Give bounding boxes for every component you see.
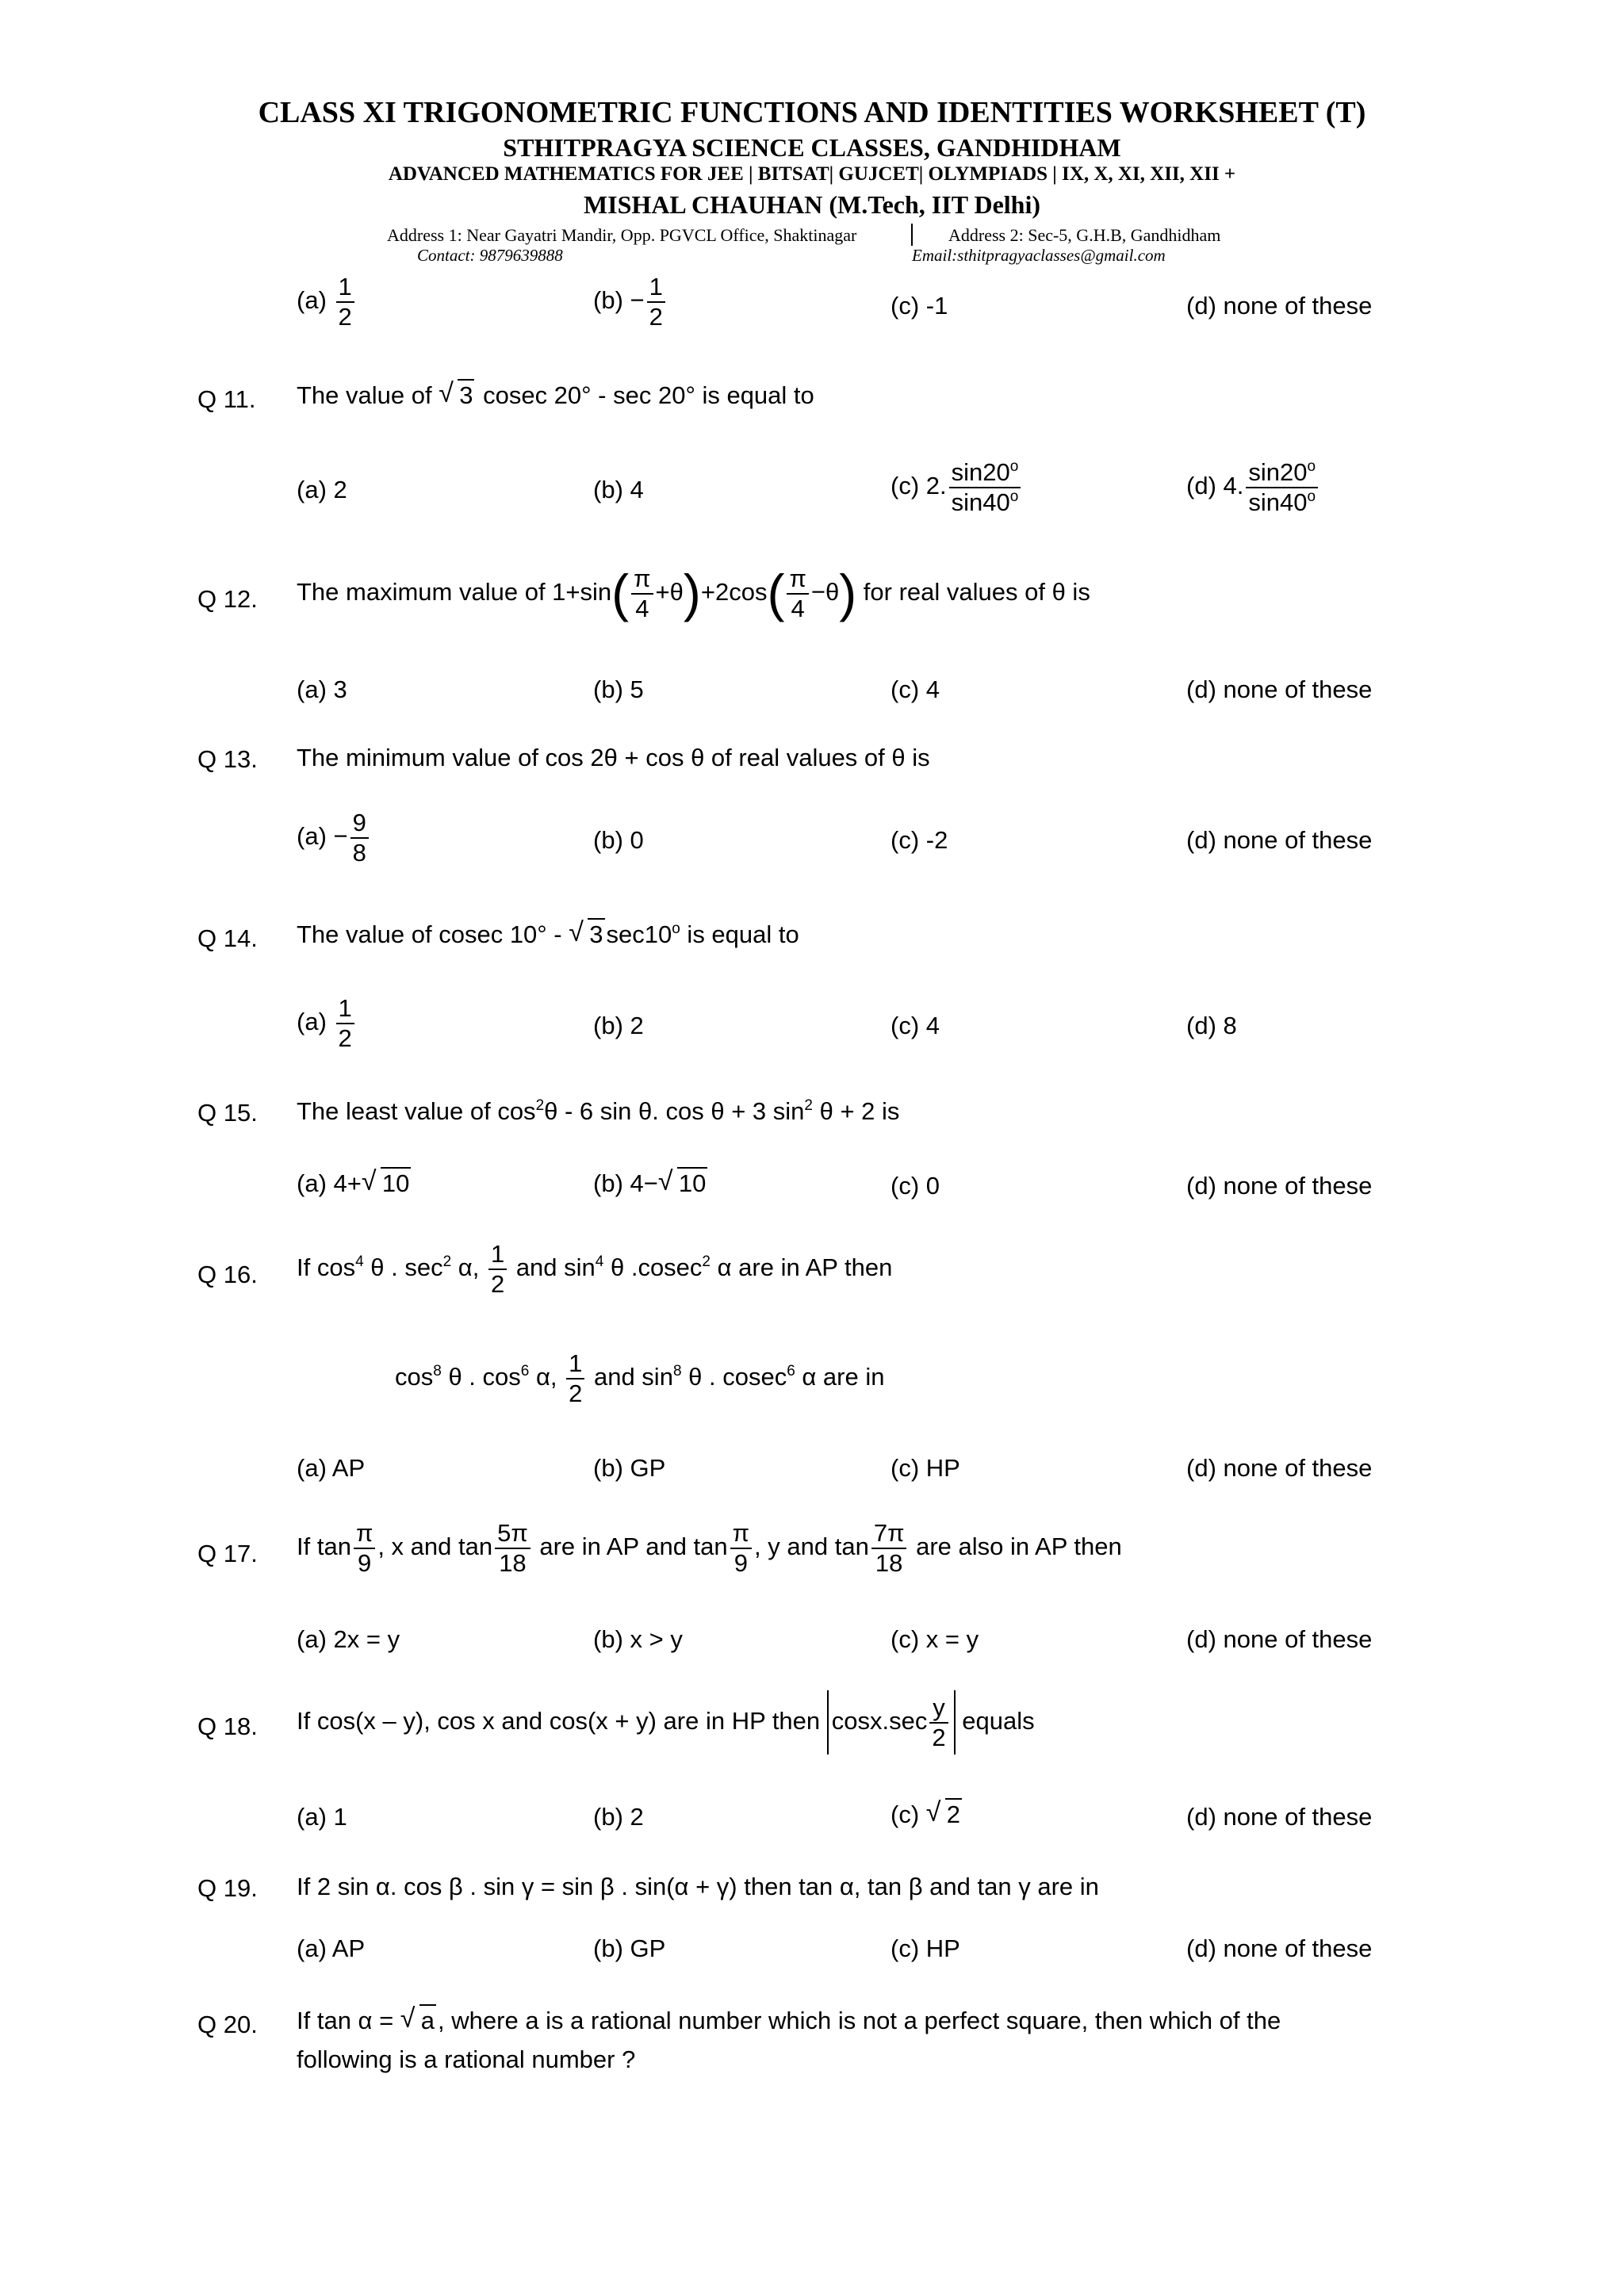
option-a: (a) − $\frac{9}{8}$ bbox=[297, 809, 371, 867]
option-b: (b) GP bbox=[593, 1934, 666, 1962]
question-number: Q 13. bbox=[197, 745, 258, 773]
option-c: (c) 2. $\frac{\sin 20^o}{\sin 40^o}$ bbox=[891, 458, 1023, 516]
email-address: Email:sthitpragyaclasses@gmail.com bbox=[912, 246, 1166, 265]
option-d: (d) none of these bbox=[1186, 1934, 1373, 1962]
question-number: Q 11. bbox=[197, 385, 256, 413]
option-d: (d) none of these bbox=[1186, 675, 1373, 703]
option-b: (b) x > y bbox=[593, 1625, 683, 1653]
question-text: If tan $\frac{\pi}{9}$ , x and tan $\frac{5\pi}{18}$ are in AP and tan $\frac{\pi}{9}$ , y and tan $\frac{7\pi}{18}$ are also in AP then bbox=[297, 1519, 1122, 1577]
option-a: (a) 3 bbox=[297, 675, 347, 703]
option-d: (d) 8 bbox=[1186, 1012, 1237, 1039]
contact-number: Contact: 9879639888 bbox=[417, 246, 563, 265]
option-b: (b) GP bbox=[593, 1454, 666, 1482]
teacher-name: MISHAL CHAUHAN (M.Tech, IIT Delhi) bbox=[583, 190, 1041, 219]
option-d: (d) none of these bbox=[1186, 1172, 1373, 1200]
option-c: (c) √ 2 bbox=[891, 1797, 961, 1828]
question-text-line2: following is a rational number ? bbox=[297, 2045, 636, 2073]
worksheet-title: CLASS XI TRIGONOMETRIC FUNCTIONS AND IDENTITIES WORKSHEET (T) bbox=[258, 96, 1366, 129]
tagline: ADVANCED MATHEMATICS FOR JEE | BITSAT| GUJCET| OLYMPIADS | IX, X, XI, XII, XII + bbox=[388, 163, 1236, 185]
question-number: Q 20. bbox=[197, 2011, 258, 2038]
option-a: (a) 2 bbox=[297, 476, 347, 503]
option-c: (c) 0 bbox=[891, 1172, 940, 1200]
question-number: Q 17. bbox=[197, 1540, 258, 1567]
option-b: (b) 2 bbox=[593, 1803, 644, 1831]
address-2: Address 2: Sec-5, G.H.B, Gandhidham bbox=[948, 225, 1221, 245]
address-1: Address 1: Near Gayatri Mandir, Opp. PGVCL Office, Shaktinagar bbox=[387, 225, 857, 245]
prev-option-d: (d) none of these bbox=[1186, 292, 1373, 320]
option-a: (a) $\frac{1}{2}$ bbox=[297, 994, 357, 1052]
question-text: The maximum value of 1+sin( $\frac{\pi}{4}$ +θ)+2cos( $\frac{\pi}{4}$ −θ) for real values of θ is bbox=[297, 563, 1090, 622]
option-d: (d) 4. $\frac{\sin 20^o}{\sin 40^o}$ bbox=[1186, 458, 1320, 516]
prev-option-b: (b) − $\frac{1}{2}$ bbox=[593, 273, 668, 331]
option-a: (a) 4+ √ 10 bbox=[297, 1166, 410, 1197]
prev-option-c: (c) -1 bbox=[891, 292, 948, 320]
question-text-line2: $\cos^8 \theta$ . $\cos^6 \alpha$, $\frac{1}{2}$ and $\sin^8 \theta$ . cosec$^6$ α are in bbox=[395, 1349, 885, 1407]
option-a: (a) AP bbox=[297, 1934, 366, 1962]
option-a: (a) AP bbox=[297, 1454, 366, 1482]
option-c: (c) HP bbox=[891, 1934, 960, 1962]
question-text: The value of cosec 10° - √ 3 sec10$^o$ is equal to bbox=[297, 917, 799, 948]
option-c: (c) 4 bbox=[891, 1012, 940, 1039]
address-divider bbox=[911, 224, 913, 246]
question-number: Q 19. bbox=[197, 1874, 258, 1902]
institute-name: STHITPRAGYA SCIENCE CLASSES, GANDHIDHAM bbox=[503, 133, 1121, 162]
option-a: (a) 2x = y bbox=[297, 1625, 400, 1653]
question-text: The minimum value of cos 2θ + cos θ of real values of θ is bbox=[297, 744, 930, 771]
question-number: Q 12. bbox=[197, 585, 258, 613]
option-a: (a) 1 bbox=[297, 1803, 347, 1831]
question-number: Q 15. bbox=[197, 1099, 258, 1127]
option-c: (c) HP bbox=[891, 1454, 960, 1482]
option-d: (d) none of these bbox=[1186, 1454, 1373, 1482]
question-text: If tan α = √ a , where a is a rational number which is not a perfect square, then which of the bbox=[297, 2003, 1281, 2034]
question-number: Q 14. bbox=[197, 924, 258, 952]
option-b: (b) 4− √ 10 bbox=[593, 1166, 707, 1197]
question-text: If cos(x – y), cos x and cos(x + y) are in HP then cosx.sec $\frac{y}{2}$ equals bbox=[297, 1690, 1035, 1755]
option-b: (b) 2 bbox=[593, 1012, 644, 1039]
prev-option-a: (a) $\frac{1}{2}$ bbox=[297, 273, 357, 331]
question-text: If $\cos^4 \theta$ . $\sec^2 \alpha$, $\frac{1}{2}$ and $\sin^4 \theta$ .cosec$^2$ α are in AP then bbox=[297, 1240, 893, 1298]
question-text: The value of √ 3 cosec 20° - sec 20° is equal to bbox=[297, 378, 814, 409]
question-number: Q 16. bbox=[197, 1261, 258, 1288]
option-d: (d) none of these bbox=[1186, 1625, 1373, 1653]
option-c: (c) x = y bbox=[891, 1625, 979, 1653]
question-text: If 2 sin α. cos β . sin γ = sin β . sin(α + γ) then tan α, tan β and tan γ are in bbox=[297, 1873, 1099, 1900]
option-b: (b) 0 bbox=[593, 826, 644, 854]
question-number: Q 18. bbox=[197, 1712, 258, 1740]
option-b: (b) 5 bbox=[593, 675, 644, 703]
option-c: (c) -2 bbox=[891, 826, 948, 854]
option-d: (d) none of these bbox=[1186, 826, 1373, 854]
option-c: (c) 4 bbox=[891, 675, 940, 703]
option-b: (b) 4 bbox=[593, 476, 644, 503]
option-d: (d) none of these bbox=[1186, 1803, 1373, 1831]
question-text: The least value of $\cos^2\theta - 6$ sin θ. cos θ + 3 $\sin^2 \theta + 2$ is bbox=[297, 1097, 900, 1125]
